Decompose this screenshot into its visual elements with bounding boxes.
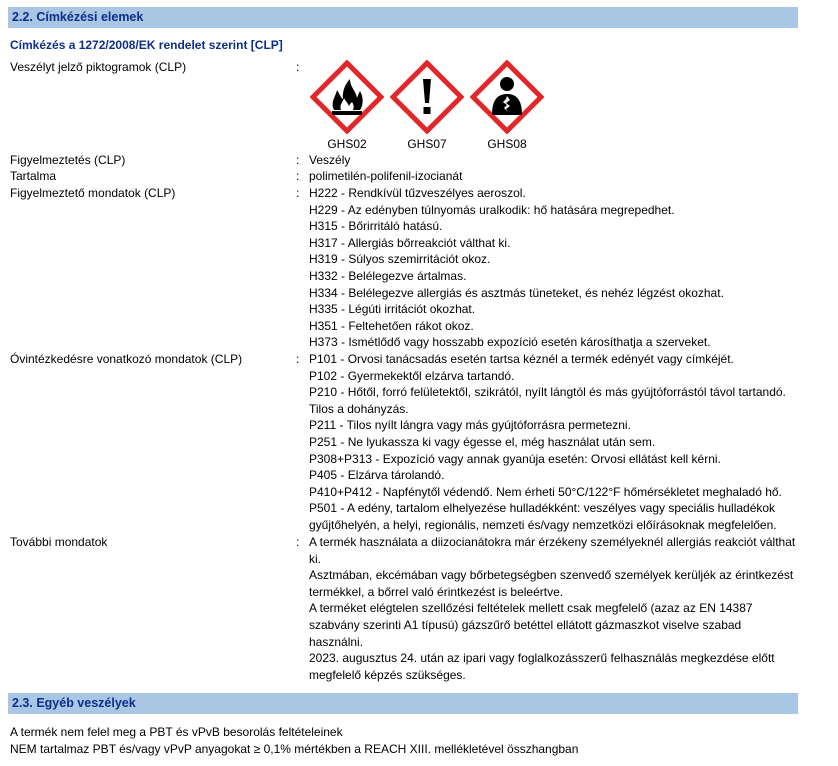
pbt-statement: A termék nem felel meg a PBT és vPvB besorolás feltételeinek [10,725,343,739]
precautionary-statement: P211 - Tilos nyílt lángra vagy más gyújtóforrásra permetezni. [309,418,631,433]
section-2-2-header: 2.2. Címkézési elemek [8,7,798,28]
section-2-3-header: 2.3. Egyéb veszélyek [8,693,798,714]
additional-statement: A terméket elégtelen szellőzési feltételek mellett csak megfelelő (azaz az EN 14387 [309,601,753,616]
pictogram-ghs07 [390,60,464,153]
precautionary-statement: P210 - Hőtől, forró felületektől, szikrától, nyílt lángtól és más gyújtóforrástól távol tartandó. [309,385,786,400]
hazard-statements-list [309,185,799,351]
contents-label: Tartalma [10,169,57,183]
pictogram-ghs08 [470,60,544,153]
additional-statements-colon: : [296,535,300,549]
pictograms-group [310,60,550,156]
precautionary-statement: P410+P412 - Napfénytől védendő. Nem érheti 50°C/122°F hőmérsékletet meghaladó hő. [309,484,782,499]
precautionary-statement: P308+P313 - Expozíció vagy annak gyanúja esetén: Orvosi ellátást kell kérni. [309,451,721,466]
additional-statement: használni. [309,634,364,649]
additional-statements-list [309,534,799,683]
pictogram-code: GHS02 [327,137,367,151]
pictograms-label: Veszélyt jelző piktogramok (CLP) [10,60,187,74]
reach-statement: NEM tartalmaz PBT és/vagy vPvP anyagokat ≥ 0,1% mértékben a REACH XIII. mellékletével összhangban [10,742,579,756]
hazard-statement: H351 - Feltehetően rákot okoz. [309,318,474,333]
hazard-statement: H319 - Súlyos szemirritációt okoz. [309,252,491,267]
additional-statement: megfelelő képzés szükséges. [309,667,466,682]
signal-word-colon: : [296,153,300,167]
contents-value: polimetilén-polifenil-izocianát [309,169,463,183]
hazard-statement: H335 - Légúti irritációt okozhat. [309,302,476,317]
hazard-statements-colon: : [296,186,300,200]
contents-colon: : [296,169,300,183]
precautionary-statement: P102 - Gyermekektől elzárva tartandó. [309,368,515,383]
precautionary-statements-label: Óvintézkedésre vonatkozó mondatok (CLP) [10,352,243,366]
precautionary-statements-colon: : [296,352,300,366]
additional-statement: 2023. augusztus 24. után az ipari vagy foglalkozásszerű felhasználás megkezdése előtt [309,651,775,666]
additional-statement: A termék használata a diizocianátokra már érzékeny személyeknél allergiás reakciót válthat [309,535,796,549]
precautionary-statement: Tilos a dohányzás. [309,401,409,416]
precautionary-statement: gyűjtőhelyén, a helyi, regionális, nemzeti és/vagy nemzetközi előírásoknak megfelelően. [309,517,777,532]
exclamation-mark-icon [390,60,464,134]
pictograms-colon: : [296,60,300,74]
precautionary-statements-list [309,351,799,534]
health-hazard-icon [470,60,544,134]
additional-statements-label: További mondatok [10,535,108,549]
hazard-statement: H373 - Ismétlődő vagy hosszabb expozíció esetén károsíthatja a szerveket. [309,335,711,350]
pictogram-code: GHS08 [487,137,527,151]
hazard-statements-label: Figyelmeztető mondatok (CLP) [10,186,176,200]
pictogram-code: GHS07 [407,137,447,151]
hazard-statement: H222 - Rendkívül tűzveszélyes aeroszol. [309,186,526,200]
flame-icon [310,60,384,134]
additional-statement: termékkel, a bőrrel való érintkezést is beleértve. [309,584,564,599]
hazard-statement: H334 - Belélegezve allergiás és asztmás tüneteket, és nehéz légzést okozhat. [309,285,724,300]
signal-word-label: Figyelmeztetés (CLP) [10,153,126,167]
hazard-statement: H332 - Belélegezve ártalmas. [309,268,467,283]
additional-statement: Asztmában, ekcémában vagy bőrbetegségben szenvedő személyek kerüljék az érintkezést [309,568,794,583]
signal-word-value: Veszély [309,153,351,167]
clp-subtitle: Címkézés a 1272/2008/EK rendelet szerint [CLP] [10,38,283,52]
precautionary-statement: P251 - Ne lyukassza ki vagy égesse el, még használat után sem. [309,434,656,449]
hazard-statement: H229 - Az edényben túlnyomás uralkodik: hő hatására megrepedhet. [309,202,675,217]
additional-statement: ki. [309,551,321,566]
hazard-statement: H317 - Allergiás bőrreakciót válthat ki. [309,235,511,250]
precautionary-statement: P501 - A edény, tartalom elhelyezése hulladékként: veszélyes vagy speciális hulladékok [309,501,776,516]
hazard-statement: H315 - Bőrirritáló hatású. [309,219,443,234]
additional-statement: szabvány szerinti A1 típusú) gázszűrő betéttel ellátott gázmaszkot viselve szabad [309,617,742,632]
precautionary-statement: P405 - Elzárva tárolandó. [309,468,445,483]
precautionary-statement: P101 - Orvosi tanácsadás esetén tartsa kéznél a termék edényét vagy címkéjét. [309,352,734,366]
pictogram-ghs02 [310,60,384,153]
